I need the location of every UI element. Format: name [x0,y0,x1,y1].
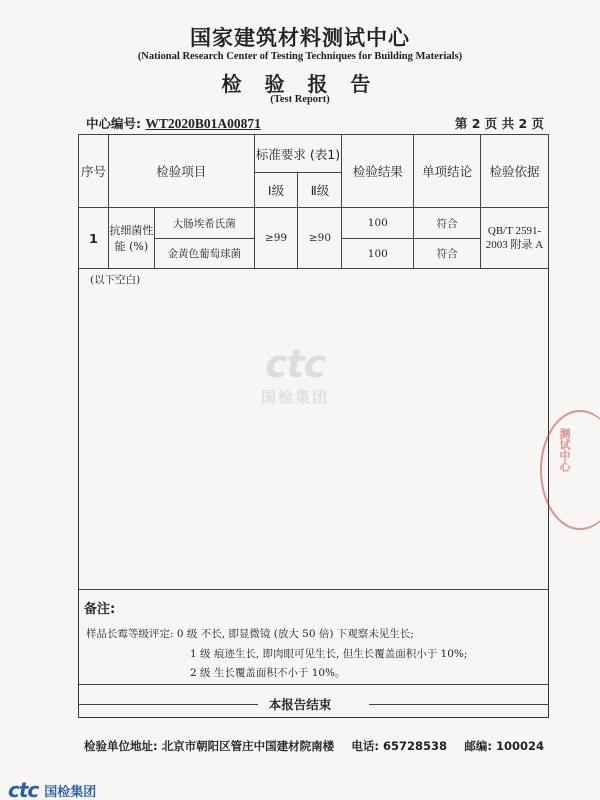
blank-below-note: (以下空白) [90,274,141,286]
brand-logo [8,778,96,800]
row-conclusion-2: 符合 [414,239,481,269]
note-line-1: 样品长霉等级评定: 0 级 不长, 即显微镜 (放大 50 倍) 下观察未见生长; [86,628,414,640]
end-line-right [369,704,549,705]
notes-title: 备注: [84,602,116,617]
watermark-name: 国检集团 [260,388,329,406]
header-standard: 标准要求 (表1) [254,135,342,173]
header-grade1: Ⅰ级 [254,173,298,208]
header-conclusion: 单项结论 [414,135,481,208]
report-end-text: 本报告结束 [268,697,332,712]
org-title-en: (National Research Center of Testing Techniques for Building Materials) [137,51,463,62]
row-sub-item-1: 大肠埃希氏菌 [154,208,254,239]
center-number-value: WT2020B01A00871 [145,116,261,131]
row-grade1: ≥99 [254,208,298,269]
footer [84,738,544,754]
test-results-table [78,134,549,269]
watermark [240,342,350,407]
watermark-logo: ctc [264,342,326,386]
row-grade2: ≥90 [298,208,342,269]
note-line-2: 1 级 痕迹生长, 即肉眼可见生长, 但生长覆盖面积小于 10%; [190,648,468,660]
row-result-1: 100 [342,208,414,239]
page-info: 第 2 页 共 2 页 [454,116,544,131]
header-basis: 检验依据 [481,135,549,208]
row-item: 抗细菌性能 (%) [108,208,154,269]
note-line-3: 2 级 生长覆盖面积不小于 10%。 [190,667,346,679]
row-basis: QB/T 2591-2003 附录 A [481,208,549,269]
brand-name: 国检集团 [44,784,97,800]
footer-phone: 电话: 65728538 [351,739,448,753]
row-result-2: 100 [342,239,414,269]
org-title-cn: 国家建筑材料测试中心 [190,26,410,50]
center-number-label: 中心编号: [86,116,146,131]
header-grade2: Ⅱ级 [298,173,342,208]
row-sub-item-2: 金黄色葡萄球菌 [154,239,254,269]
header-result: 检验结果 [342,135,414,208]
report-title-en: (Test Report) [270,94,330,105]
notes-divider [78,589,549,590]
header-seq: 序号 [79,135,109,208]
header-item: 检验项目 [108,135,254,208]
row-seq: 1 [79,208,109,269]
ctc-logo-icon: ctc [8,778,39,800]
notes-bottom-divider [78,684,549,685]
center-number [86,114,261,132]
footer-address: 检验单位地址: 北京市朝阳区管庄中国建材院南楼 [84,739,335,753]
report-title-cn: 检 验 报 告 [221,72,379,96]
stamp-mark: 测试中心 [558,428,571,472]
footer-postcode: 邮编: 100024 [464,739,544,753]
row-conclusion-1: 符合 [414,208,481,239]
